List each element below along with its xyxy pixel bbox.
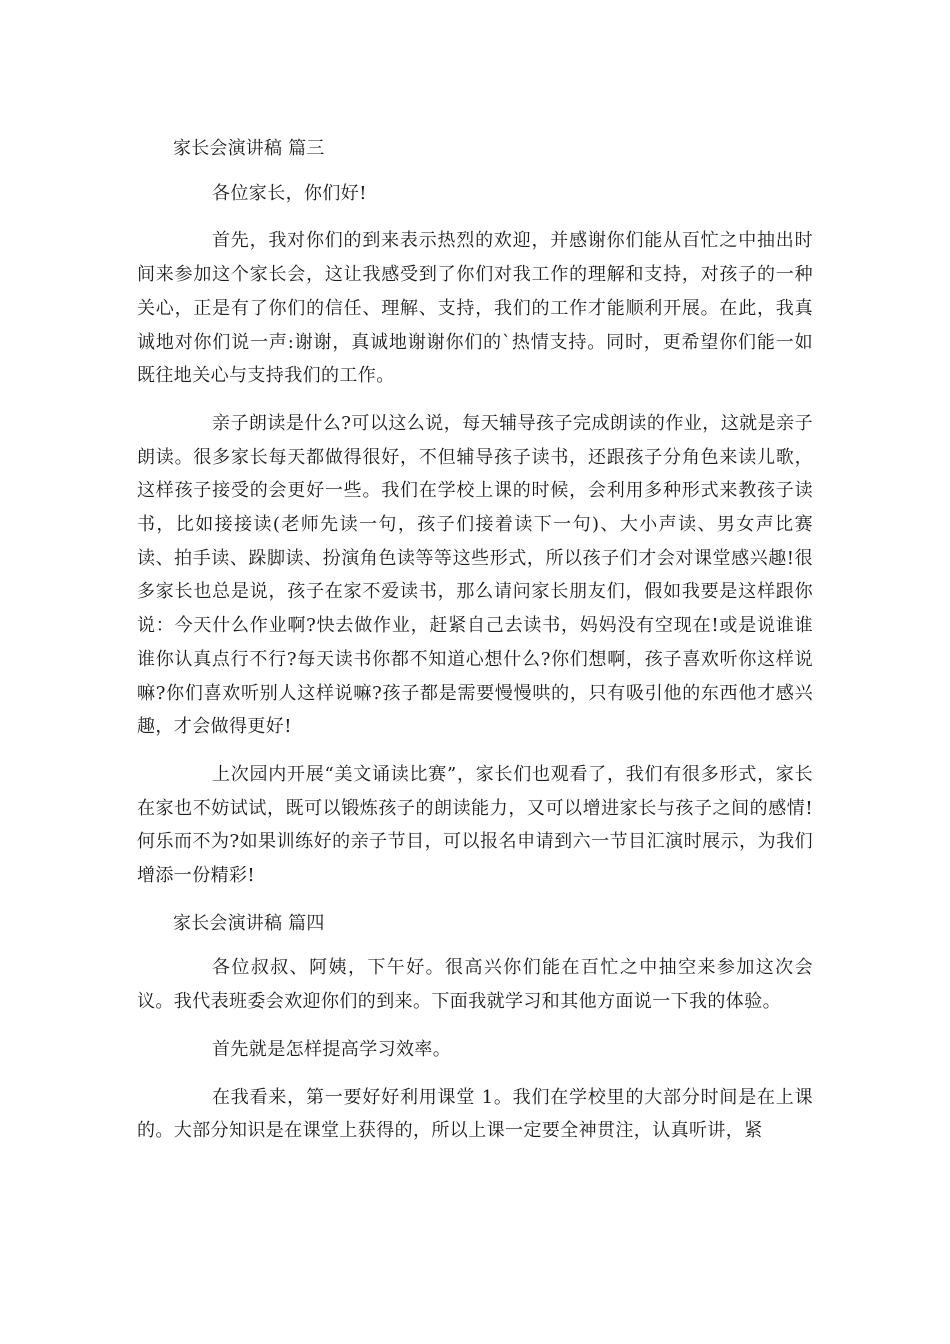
section-heading: 家长会演讲稿 篇三 — [173, 138, 325, 159]
paragraph: 各位叔叔、阿姨，下午好。很高兴你们能在百忙之中抽空来参加这次会议。我代表班委会欢迎你们的到来。下面我就学习和其他方面说一下我的体验。 — [137, 957, 813, 1013]
paragraph: 各位家长，你们好! — [212, 182, 367, 204]
paragraph: 上次园内开展“美文诵读比赛”，家长们也观看了，我们有很多形式，家长在家也不妨试试，既可以锻炼孩子的朗读能力，又可以增进家长与孩子之间的感情!何乐而不为?如果训练好的亲子节目，可以报名申请到六一节目汇演时展示，为我们增添一份精彩! — [137, 763, 813, 887]
paragraph: 首先就是怎样提高学习效率。 — [212, 1038, 452, 1060]
document-body — [137, 132, 813, 1162]
paragraph: 在我看来，第一要好好利用课堂 1。我们在学校里的大部分时间是在上课的。大部分知识是在课堂上获得的，所以上课一定要全神贯注，认真听讲，紧 — [137, 1086, 813, 1142]
section-heading: 家长会演讲稿 篇四 — [173, 912, 325, 934]
paragraph: 首先，我对你们的到来表示热烈的欢迎，并感谢你们能从百忙之中抽出时间来参加这个家长会，这让我感受到了你们对我工作的理解和支持，对孩子的一种关心，正是有了你们的信任、理解、支持，我们的工作才能顺利开展。在此，我真诚地对你们说一声:谢谢，真诚地谢谢你们的`热情支持。同时，更希望你们能一如既往地关心与支持我们的工作。 — [137, 230, 813, 387]
paragraph: 亲子朗读是什么?可以这么说，每天辅导孩子完成朗读的作业，这就是亲子朗读。很多家长每天都做得很好，不但辅导孩子读书，还跟孩子分角色来读儿歌，这样孩子接受的会更好一些。我们在学校上课的时候，会利用多种形式来教孩子读书，比如接接读(老师先读一句，孩子们接着读下一句)、大小声读、男女声比赛读、拍手读、跺脚读、扮演角色读等等这些形式，所以孩子们才会对课堂感兴趣!很多家长也总是说，孩子在家不爱读书，那么请问家长朋友们，假如我要是这样跟你说：今天什么作业啊?快去做作业，赶紧自己去读书，妈妈没有空现在!或是说谁谁谁你认真点行不行?每天读书你都不知道心想什么?你们想啊，孩子喜欢听你这样说嘛?你们喜欢听别人这样说嘛?孩子都是需要慢慢哄的，只有吸引他的东西他才感兴趣，才会做得更好! — [137, 412, 813, 738]
